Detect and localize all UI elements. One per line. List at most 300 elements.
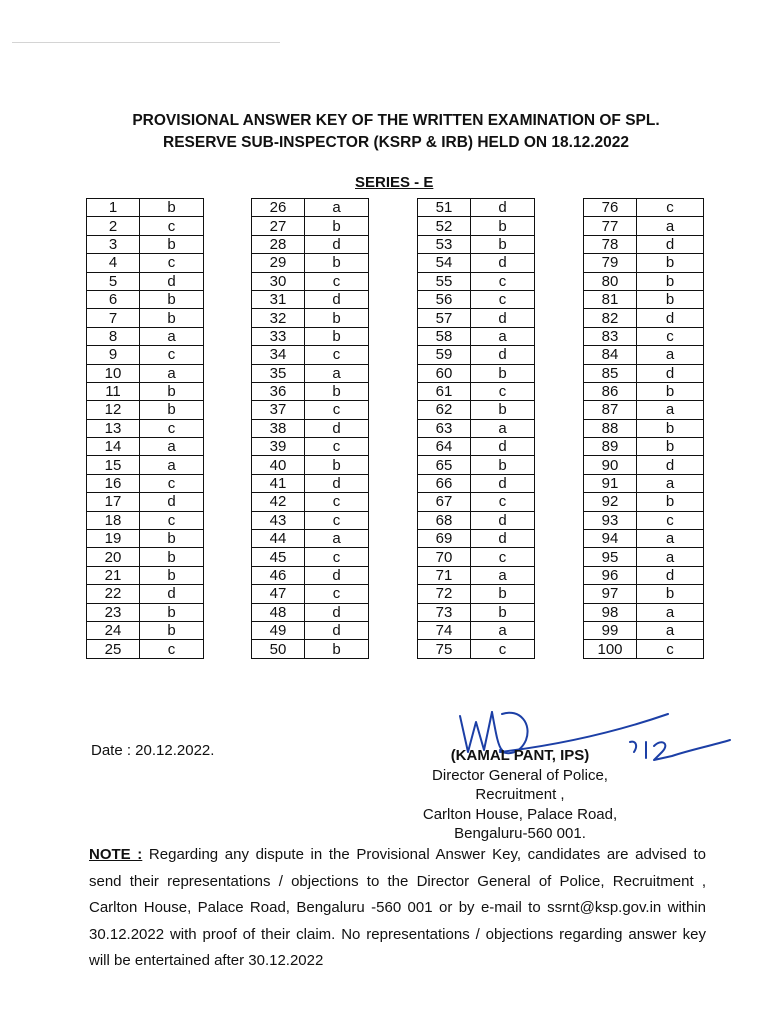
answer-option: d — [637, 309, 704, 327]
table-row — [87, 530, 204, 548]
question-number: 60 — [418, 364, 471, 382]
question-number: 44 — [252, 530, 305, 548]
table-row — [418, 530, 535, 548]
question-number: 49 — [252, 621, 305, 639]
question-number: 92 — [584, 493, 637, 511]
table-row — [418, 603, 535, 621]
answer-option: a — [471, 327, 535, 345]
table-row — [584, 382, 704, 400]
table-row — [418, 327, 535, 345]
table-row — [252, 566, 369, 584]
table-row — [584, 364, 704, 382]
table-row — [418, 254, 535, 272]
question-number: 80 — [584, 272, 637, 290]
answer-option: c — [140, 474, 204, 492]
question-number: 77 — [584, 217, 637, 235]
table-row — [87, 254, 204, 272]
answer-option: b — [471, 401, 535, 419]
table-row — [584, 217, 704, 235]
answer-option: d — [140, 585, 204, 603]
table-row — [252, 327, 369, 345]
question-number: 54 — [418, 254, 471, 272]
question-number: 40 — [252, 456, 305, 474]
question-number: 7 — [87, 309, 140, 327]
question-number: 89 — [584, 438, 637, 456]
answer-option: b — [140, 548, 204, 566]
question-number: 46 — [252, 566, 305, 584]
answer-option: d — [305, 474, 369, 492]
question-number: 83 — [584, 327, 637, 345]
question-number: 10 — [87, 364, 140, 382]
answer-option: b — [305, 309, 369, 327]
question-number: 76 — [584, 199, 637, 217]
question-number: 74 — [418, 621, 471, 639]
table-row — [252, 640, 369, 658]
answer-option: b — [637, 290, 704, 308]
table-row — [418, 548, 535, 566]
answer-option: a — [637, 401, 704, 419]
scan-edge-line — [12, 42, 280, 43]
question-number: 18 — [87, 511, 140, 529]
table-row — [584, 530, 704, 548]
table-row — [584, 566, 704, 584]
answer-option: d — [471, 346, 535, 364]
question-number: 57 — [418, 309, 471, 327]
answer-option: d — [471, 438, 535, 456]
answer-option: c — [305, 272, 369, 290]
answer-option: b — [305, 640, 369, 658]
table-row — [418, 346, 535, 364]
answer-option: a — [140, 327, 204, 345]
table-row — [418, 401, 535, 419]
question-number: 90 — [584, 456, 637, 474]
table-row — [252, 493, 369, 511]
answer-option: c — [471, 548, 535, 566]
title-line-1: PROVISIONAL ANSWER KEY OF THE WRITTEN EXAMINATION OF SPL. — [132, 112, 660, 129]
answer-option: d — [305, 235, 369, 253]
answer-option: d — [471, 530, 535, 548]
table-row — [418, 199, 535, 217]
question-number: 72 — [418, 585, 471, 603]
answer-option: b — [305, 327, 369, 345]
question-number: 52 — [418, 217, 471, 235]
signatory-block — [395, 746, 645, 844]
answer-option: b — [637, 419, 704, 437]
question-number: 15 — [87, 456, 140, 474]
table-row — [252, 217, 369, 235]
question-number: 75 — [418, 640, 471, 658]
answer-option: b — [637, 254, 704, 272]
question-number: 69 — [418, 530, 471, 548]
answer-option: b — [637, 382, 704, 400]
question-number: 24 — [87, 621, 140, 639]
table-row — [87, 290, 204, 308]
answer-option: c — [305, 585, 369, 603]
table-row — [87, 621, 204, 639]
question-number: 79 — [584, 254, 637, 272]
note-label: NOTE : — [89, 846, 143, 863]
answer-option: a — [637, 621, 704, 639]
question-number: 28 — [252, 235, 305, 253]
signatory-designation: Director General of Police, — [432, 766, 608, 784]
answer-option: a — [471, 566, 535, 584]
answer-option: d — [305, 566, 369, 584]
answer-option: d — [140, 493, 204, 511]
title-line-2: RESERVE SUB-INSPECTOR (KSRP & IRB) HELD ON 18.12.2022 — [163, 134, 629, 151]
question-number: 23 — [87, 603, 140, 621]
table-row — [418, 419, 535, 437]
table-row — [87, 548, 204, 566]
table-row — [87, 438, 204, 456]
question-number: 47 — [252, 585, 305, 603]
answer-option: d — [637, 364, 704, 382]
question-number: 17 — [87, 493, 140, 511]
signatory-address: Carlton House, Palace Road, — [422, 805, 618, 823]
answer-option: c — [637, 511, 704, 529]
table-row — [87, 456, 204, 474]
answer-option: d — [305, 621, 369, 639]
answer-option: d — [637, 235, 704, 253]
answer-option: b — [140, 290, 204, 308]
answer-option: c — [637, 327, 704, 345]
question-number: 68 — [418, 511, 471, 529]
question-number: 6 — [87, 290, 140, 308]
answer-option: c — [471, 290, 535, 308]
question-number: 32 — [252, 309, 305, 327]
answer-option: c — [471, 382, 535, 400]
question-number: 97 — [584, 585, 637, 603]
table-row — [252, 474, 369, 492]
table-row — [418, 585, 535, 603]
answer-option: a — [471, 621, 535, 639]
table-row — [418, 272, 535, 290]
table-row — [584, 327, 704, 345]
answer-table-3 — [417, 198, 535, 659]
answer-option: d — [471, 254, 535, 272]
table-row — [418, 566, 535, 584]
signatory-department: Recruitment , — [475, 786, 565, 803]
question-number: 62 — [418, 401, 471, 419]
answer-option: d — [637, 456, 704, 474]
answer-option: c — [140, 419, 204, 437]
question-number: 34 — [252, 346, 305, 364]
question-number: 58 — [418, 327, 471, 345]
answer-option: b — [140, 199, 204, 217]
table-row — [584, 309, 704, 327]
question-number: 51 — [418, 199, 471, 217]
answer-option: a — [471, 419, 535, 437]
answer-option: c — [305, 401, 369, 419]
table-row — [584, 493, 704, 511]
table-row — [252, 199, 369, 217]
question-number: 31 — [252, 290, 305, 308]
table-row — [252, 401, 369, 419]
question-number: 20 — [87, 548, 140, 566]
answer-option: c — [140, 254, 204, 272]
question-number: 56 — [418, 290, 471, 308]
table-row — [87, 474, 204, 492]
table-row — [87, 419, 204, 437]
question-number: 86 — [584, 382, 637, 400]
answer-option: c — [140, 217, 204, 235]
table-row — [87, 346, 204, 364]
table-row — [418, 382, 535, 400]
question-number: 64 — [418, 438, 471, 456]
question-number: 59 — [418, 346, 471, 364]
table-row — [418, 290, 535, 308]
question-number: 2 — [87, 217, 140, 235]
question-number: 25 — [87, 640, 140, 658]
question-number: 96 — [584, 566, 637, 584]
table-row — [87, 327, 204, 345]
table-row — [87, 511, 204, 529]
signatory-city: Bengaluru-560 001. — [454, 825, 586, 842]
answer-option: c — [305, 493, 369, 511]
table-row — [584, 254, 704, 272]
table-row — [87, 401, 204, 419]
question-number: 9 — [87, 346, 140, 364]
answer-option: a — [140, 364, 204, 382]
question-number: 87 — [584, 401, 637, 419]
question-number: 70 — [418, 548, 471, 566]
question-number: 88 — [584, 419, 637, 437]
answer-option: d — [305, 419, 369, 437]
table-row — [418, 640, 535, 658]
answer-option: b — [637, 493, 704, 511]
answer-option: d — [471, 474, 535, 492]
answer-option: b — [140, 382, 204, 400]
question-number: 98 — [584, 603, 637, 621]
table-row — [252, 530, 369, 548]
table-row — [252, 511, 369, 529]
answer-option: a — [305, 364, 369, 382]
table-row — [584, 438, 704, 456]
answer-option: d — [140, 272, 204, 290]
table-row — [584, 548, 704, 566]
series-label: SERIES - E — [355, 174, 434, 191]
table-row — [584, 456, 704, 474]
answer-option: a — [637, 548, 704, 566]
table-row — [252, 585, 369, 603]
table-row — [252, 603, 369, 621]
question-number: 66 — [418, 474, 471, 492]
table-row — [584, 199, 704, 217]
table-row — [87, 603, 204, 621]
question-number: 8 — [87, 327, 140, 345]
question-number: 38 — [252, 419, 305, 437]
question-number: 27 — [252, 217, 305, 235]
question-number: 36 — [252, 382, 305, 400]
question-number: 82 — [584, 309, 637, 327]
answer-option: c — [140, 346, 204, 364]
answer-table-2 — [251, 198, 369, 659]
question-number: 48 — [252, 603, 305, 621]
question-number: 91 — [584, 474, 637, 492]
question-number: 55 — [418, 272, 471, 290]
answer-option: a — [305, 530, 369, 548]
table-row — [418, 438, 535, 456]
table-row — [87, 199, 204, 217]
table-row — [584, 419, 704, 437]
table-row — [87, 309, 204, 327]
question-number: 78 — [584, 235, 637, 253]
answer-option: c — [305, 548, 369, 566]
question-number: 42 — [252, 493, 305, 511]
table-row — [584, 346, 704, 364]
question-number: 50 — [252, 640, 305, 658]
answer-option: c — [471, 493, 535, 511]
answer-option: b — [305, 456, 369, 474]
table-row — [584, 290, 704, 308]
answer-option: d — [471, 199, 535, 217]
table-row — [252, 235, 369, 253]
answer-option: b — [140, 235, 204, 253]
answer-table-4 — [583, 198, 704, 659]
question-number: 21 — [87, 566, 140, 584]
question-number: 53 — [418, 235, 471, 253]
answer-option: d — [305, 603, 369, 621]
question-number: 35 — [252, 364, 305, 382]
answer-option: b — [471, 585, 535, 603]
table-row — [252, 272, 369, 290]
answer-option: c — [637, 640, 704, 658]
table-row — [418, 217, 535, 235]
answer-option: a — [637, 217, 704, 235]
answer-option: b — [140, 621, 204, 639]
answer-option: c — [471, 640, 535, 658]
answer-option: a — [140, 438, 204, 456]
question-number: 73 — [418, 603, 471, 621]
question-number: 63 — [418, 419, 471, 437]
answer-option: a — [637, 474, 704, 492]
question-number: 19 — [87, 530, 140, 548]
answer-option: c — [471, 272, 535, 290]
question-number: 39 — [252, 438, 305, 456]
table-row — [584, 621, 704, 639]
answer-option: b — [305, 217, 369, 235]
table-row — [418, 456, 535, 474]
question-number: 84 — [584, 346, 637, 364]
question-number: 93 — [584, 511, 637, 529]
table-row — [418, 493, 535, 511]
table-row — [584, 585, 704, 603]
table-row — [252, 364, 369, 382]
answer-option: b — [471, 456, 535, 474]
answer-option: b — [637, 272, 704, 290]
answer-option: a — [305, 199, 369, 217]
question-number: 11 — [87, 382, 140, 400]
question-number: 29 — [252, 254, 305, 272]
answer-option: b — [140, 566, 204, 584]
question-number: 22 — [87, 585, 140, 603]
answer-option: c — [140, 511, 204, 529]
question-number: 43 — [252, 511, 305, 529]
table-row — [87, 217, 204, 235]
answer-option: b — [140, 603, 204, 621]
question-number: 4 — [87, 254, 140, 272]
answer-option: b — [471, 217, 535, 235]
note-paragraph — [89, 842, 706, 975]
answer-option: b — [140, 401, 204, 419]
table-row — [252, 382, 369, 400]
question-number: 33 — [252, 327, 305, 345]
table-row — [252, 548, 369, 566]
table-row — [252, 456, 369, 474]
answer-option: d — [471, 309, 535, 327]
answer-option: d — [305, 290, 369, 308]
answer-table-1 — [86, 198, 204, 659]
answer-option: b — [471, 364, 535, 382]
question-number: 1 — [87, 199, 140, 217]
document-title — [0, 110, 768, 154]
table-row — [418, 621, 535, 639]
question-number: 100 — [584, 640, 637, 658]
question-number: 99 — [584, 621, 637, 639]
question-number: 30 — [252, 272, 305, 290]
answer-option: b — [471, 603, 535, 621]
table-row — [584, 235, 704, 253]
answer-option: b — [305, 382, 369, 400]
table-row — [584, 401, 704, 419]
question-number: 85 — [584, 364, 637, 382]
answer-option: c — [305, 511, 369, 529]
table-row — [87, 493, 204, 511]
question-number: 65 — [418, 456, 471, 474]
table-row — [252, 309, 369, 327]
answer-option: b — [140, 530, 204, 548]
question-number: 61 — [418, 382, 471, 400]
question-number: 13 — [87, 419, 140, 437]
question-number: 71 — [418, 566, 471, 584]
answer-option: b — [471, 235, 535, 253]
table-row — [418, 364, 535, 382]
table-row — [584, 640, 704, 658]
question-number: 14 — [87, 438, 140, 456]
answer-option: a — [140, 456, 204, 474]
table-row — [87, 382, 204, 400]
table-row — [87, 272, 204, 290]
answer-option: c — [305, 346, 369, 364]
table-row — [418, 235, 535, 253]
question-number: 81 — [584, 290, 637, 308]
table-row — [87, 585, 204, 603]
table-row — [584, 603, 704, 621]
answer-option: c — [637, 199, 704, 217]
table-row — [584, 511, 704, 529]
question-number: 95 — [584, 548, 637, 566]
answer-option: d — [471, 511, 535, 529]
question-number: 26 — [252, 199, 305, 217]
question-number: 94 — [584, 530, 637, 548]
table-row — [584, 272, 704, 290]
table-row — [252, 290, 369, 308]
table-row — [87, 364, 204, 382]
answer-option: b — [637, 585, 704, 603]
table-row — [87, 235, 204, 253]
answer-option: c — [140, 640, 204, 658]
note-text: Regarding any dispute in the Provisional Answer Key, candidates are advised to send their representations / objections to the Director General of Police, Recruitment , Carlton House, Palace Road, Bengaluru -560 001 or by e-mail to ssrnt@ksp.gov.in within 30.12.2022 with proof of their claim. No representations / objections regarding answer key will be entertained after 30.12.2022 — [89, 846, 706, 969]
table-row — [252, 621, 369, 639]
answer-option: b — [637, 438, 704, 456]
answer-option: a — [637, 603, 704, 621]
table-row — [252, 254, 369, 272]
table-row — [87, 566, 204, 584]
question-number: 3 — [87, 235, 140, 253]
table-row — [584, 474, 704, 492]
table-row — [252, 419, 369, 437]
table-row — [252, 438, 369, 456]
issue-date: Date : 20.12.2022. — [91, 742, 215, 759]
